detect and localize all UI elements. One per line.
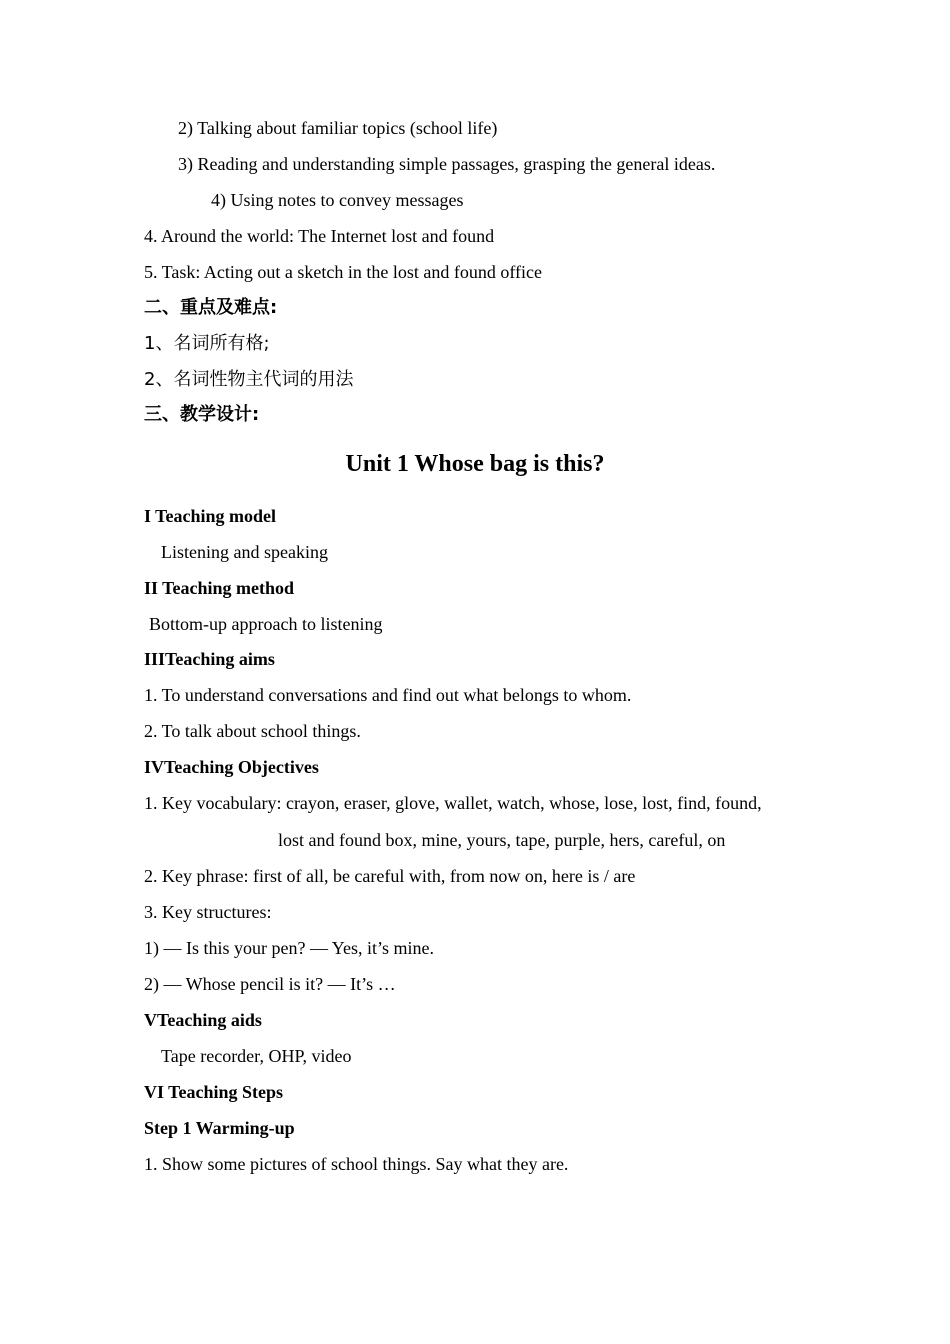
teaching-aids-text: Tape recorder, OHP, video xyxy=(161,1046,352,1066)
key-structure-1: 1) — Is this your pen? — Yes, it’s mine. xyxy=(144,938,434,958)
teaching-steps-heading: VI Teaching Steps xyxy=(144,1082,284,1102)
key-vocabulary-line-1: 1. Key vocabulary: crayon, eraser, glove, wallet, watch, whose, lose, lost, find, found, xyxy=(144,793,762,813)
design-heading: 三、教学设计: xyxy=(144,404,260,425)
skills-item-2: 2) Talking about familiar topics (school life) xyxy=(178,118,498,138)
key-structures-label: 3. Key structures: xyxy=(144,902,272,922)
teaching-aims-heading: IIITeaching aims xyxy=(144,649,275,669)
key-point-2: 2、名词性物主代词的用法 xyxy=(144,369,354,390)
teaching-objectives-heading: IVTeaching Objectives xyxy=(144,757,319,777)
key-vocabulary-line-2: lost and found box, mine, yours, tape, purple, hers, careful, on xyxy=(278,830,726,850)
key-point-1: 1、名词所有格; xyxy=(144,333,270,354)
key-structure-2: 2) — Whose pencil is it? — It’s … xyxy=(144,974,396,994)
teaching-model-heading: I Teaching model xyxy=(144,506,277,526)
section-item-4: 4. Around the world: The Internet lost and found xyxy=(144,226,495,246)
step-1-heading: Step 1 Warming-up xyxy=(144,1118,295,1138)
teaching-method-heading: II Teaching method xyxy=(144,578,295,598)
step-1-item-1: 1. Show some pictures of school things. Say what they are. xyxy=(144,1154,569,1174)
teaching-aim-1: 1. To understand conversations and find out what belongs to whom. xyxy=(144,685,632,705)
unit-title: Unit 1 Whose bag is this? xyxy=(345,451,605,477)
teaching-aids-heading: VTeaching aids xyxy=(144,1010,262,1030)
skills-item-3: 3) Reading and understanding simple passages, grasping the general ideas. xyxy=(178,154,716,174)
teaching-method-text: Bottom-up approach to listening xyxy=(149,614,383,634)
skills-item-4: 4) Using notes to convey messages xyxy=(211,190,464,210)
key-points-heading: 二、重点及难点: xyxy=(144,297,278,318)
key-phrase: 2. Key phrase: first of all, be careful with, from now on, here is / are xyxy=(144,866,636,886)
section-item-5: 5. Task: Acting out a sketch in the lost and found office xyxy=(144,262,543,282)
teaching-aim-2: 2. To talk about school things. xyxy=(144,721,361,741)
teaching-model-text: Listening and speaking xyxy=(161,542,328,562)
